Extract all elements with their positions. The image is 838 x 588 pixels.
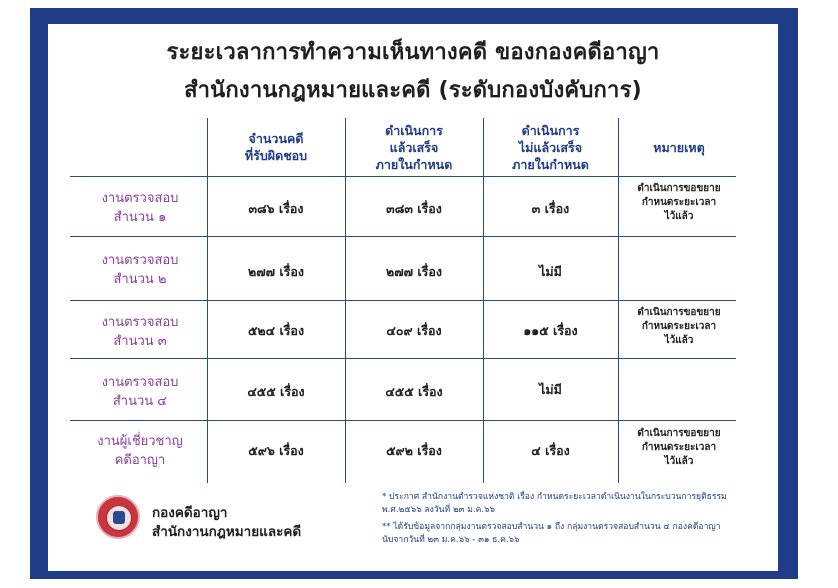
total-cell: ๕๒๔ เรื่อง: [247, 323, 305, 338]
total-cell: ๔๕๕ เรื่อง: [247, 384, 305, 399]
remark-text: ไว้แล้ว: [664, 211, 694, 222]
row-label: [80, 189, 200, 227]
total-cell: ๕๙๖ เรื่อง: [248, 443, 304, 458]
done-cell: ๔๐๙ เรื่อง: [386, 323, 442, 338]
header-remarks: [622, 139, 736, 156]
row-label-text: คดีอาญา: [114, 453, 166, 468]
grid-line: [70, 300, 736, 301]
footnote-text: * ประกาศ สำนักงานตำรวจแห่งชาติ เรื่อง กำหนดระยะเวลาดำเนินงานในกระบวนการยุติธรรม: [382, 492, 727, 502]
police-emblem-icon: [96, 495, 140, 539]
done-cell: ๒๗๗ เรื่อง: [386, 264, 442, 279]
row-label: [80, 251, 200, 289]
row-label-text: งานผู้เชี่ยวชาญ: [97, 434, 183, 449]
header-text: ดำเนินการ: [521, 123, 580, 138]
not-done-cell: ๑๑๕ เรื่อง: [523, 323, 578, 338]
header-text: ภายในกำหนด: [375, 157, 453, 172]
footnote-2: [382, 521, 721, 547]
remark-text: ดำเนินการขอขยาย: [637, 428, 721, 439]
grid-line: [70, 236, 736, 237]
row-label-text: สำนวน ๑: [113, 210, 167, 225]
remark-text: ดำเนินการขอขยาย: [637, 183, 721, 194]
header-text: แล้วเสร็จ: [389, 140, 439, 155]
remark-text: กำหนดระยะเวลา: [641, 321, 717, 332]
row-label: [80, 313, 200, 351]
footnote-text: ** ได้รับข้อมูลจากกลุ่มงานตรวจสอบสำนวน ๑ ถึง กลุ่มงานตรวจสอบสำนวน ๔ กองคดีอาญา: [382, 522, 721, 532]
remark-text: ไว้แล้ว: [664, 335, 694, 346]
header-text: ดำเนินการ: [385, 123, 443, 138]
remark-cell: [624, 427, 734, 469]
remark-text: กำหนดระยะเวลา: [641, 442, 717, 453]
emblem-inner: [106, 505, 132, 531]
done-cell: ๓๘๓ เรื่อง: [386, 201, 442, 216]
not-done-cell: ไม่มี: [539, 382, 562, 397]
remark-text: กำหนดระยะเวลา: [641, 197, 717, 208]
not-done-cell: ไม่มี: [539, 264, 562, 279]
row-label: [80, 432, 200, 470]
row-label-text: งานตรวจสอบ: [101, 253, 179, 268]
row-label-text: สำนวน ๒: [113, 272, 167, 287]
done-cell: ๕๙๒ เรื่อง: [386, 443, 442, 458]
total-cell: ๓๘๖ เรื่อง: [248, 201, 304, 216]
org-name: กองคดีอาญา: [152, 505, 228, 521]
grid-line: [70, 420, 736, 421]
header-text: จำนวนคดี: [248, 131, 304, 146]
row-label: [80, 373, 200, 411]
not-done-cell: ๓ เรื่อง: [531, 201, 570, 216]
not-done-cell: ๔ เรื่อง: [531, 443, 570, 458]
header-completed: [350, 122, 478, 173]
total-cell: ๒๗๗ เรื่อง: [248, 264, 304, 279]
row-label-text: งานตรวจสอบ: [101, 375, 179, 390]
remark-cell: [624, 306, 734, 348]
row-label-text: งานตรวจสอบ: [101, 191, 179, 206]
footnote-text: พ.ศ.๒๕๖๖ ลงวันที่ ๒๓ ม.ค.๖๖: [382, 505, 496, 515]
row-label-text: สำนวน ๔: [112, 394, 168, 409]
remark-text: ดำเนินการขอขยาย: [637, 307, 721, 318]
page-title: ระยะเวลาการทำความเห็นทางคดี ของกองคดีอาญา: [166, 40, 660, 65]
remark-text: ไว้แล้ว: [664, 456, 694, 467]
header-not-completed: [488, 122, 613, 173]
grid-line: [70, 176, 736, 177]
row-label-text: งานตรวจสอบ: [101, 315, 179, 330]
row-label-text: สำนวน ๓: [113, 334, 167, 349]
page-subtitle: สำนักงานกฎหมายและคดี (ระดับกองบังคับการ): [184, 78, 642, 103]
grid-line: [70, 358, 736, 359]
footnote-1: [382, 491, 727, 517]
org-parent-name: สำนักงานกฎหมายและคดี: [152, 524, 302, 540]
done-cell: ๔๕๕ เรื่อง: [385, 384, 443, 399]
remark-cell: [624, 182, 734, 224]
footnote-text: นับจากวันที่ ๒๓ ม.ค.๖๖ - ๓๑ ธ.ค.๖๖: [382, 535, 520, 545]
emblem-core: [113, 511, 125, 524]
header-text: ที่รับผิดชอบ: [244, 148, 308, 163]
header-text: หมายเหตุ: [653, 140, 705, 155]
header-text: ไม่แล้วเสร็จ: [518, 140, 583, 155]
header-total-cases: [212, 130, 340, 164]
header-text: ภายในกำหนด: [512, 157, 589, 172]
